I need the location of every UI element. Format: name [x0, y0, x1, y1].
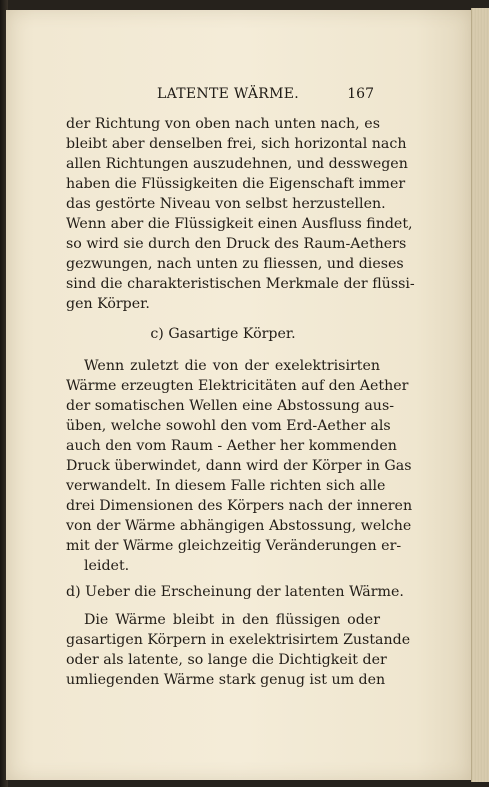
page-header: [62, 86, 382, 108]
text-line: sind die charakteristischen Merkmale der flüssi-: [66, 276, 415, 292]
section-heading-gaseous: c) Gasartige Körper.: [150, 326, 296, 342]
paragraph-gaseous: [66, 356, 413, 576]
text-line: allen Richtungen auszudehnen, und desswegen: [66, 156, 408, 172]
text-line: gezwungen, nach unten zu fliessen, und dieses: [66, 256, 404, 272]
text-line: so wird sie durch den Druck des Raum-Aethers: [66, 236, 407, 252]
text-line: haben die Flüssigkeiten die Eigenschaft immer: [66, 176, 406, 192]
section-heading-latent-heat: d) Ueber die Erscheinung der latenten Wärme.: [66, 584, 404, 600]
body-text: [66, 114, 415, 690]
text-line: Wärme erzeugten Elektricitäten auf den Aether: [66, 378, 409, 394]
page-number: 167: [347, 86, 374, 102]
text-line: Wenn aber die Flüssigkeit einen Ausfluss findet,: [66, 216, 413, 232]
text-line: mit der Wärme gleichzeitig Veränderungen er-: [66, 538, 402, 554]
text-line: Wenn zuletzt die von der exelektrisirten: [84, 358, 380, 374]
text-line: gen Körper.: [66, 296, 150, 312]
text-line: Druck überwindet, dann wird der Körper in Gas: [66, 458, 412, 474]
text-line: verwandelt. In diesem Falle richten sich alle: [66, 478, 386, 494]
text-line: der somatischen Wellen eine Abstossung aus-: [66, 398, 395, 414]
text-line: das gestörte Niveau von selbst herzustellen.: [66, 196, 386, 212]
text-line: oder als latente, so lange die Dichtigkeit der: [66, 652, 387, 668]
paragraph-latent-heat: [66, 610, 411, 690]
text-line: drei Dimensionen des Körpers nach der inneren: [66, 498, 413, 514]
text-line: leidet.: [84, 558, 130, 574]
text-line: der Richtung von oben nach unten nach, es: [66, 116, 380, 132]
text-line: Die Wärme bleibt in den flüssigen oder: [84, 612, 380, 628]
paragraph-liquid-continued: [66, 114, 415, 314]
text-line: bleibt aber denselben frei, sich horizontal nach: [66, 136, 407, 152]
text-line: umliegenden Wärme stark genug ist um den: [66, 672, 386, 688]
page-edges: [471, 8, 489, 782]
running-head: LATENTE WÄRME.: [157, 86, 300, 102]
text-line: auch den vom Raum - Aether her kommenden: [66, 438, 397, 454]
text-line: von der Wärme abhängigen Abstossung, welche: [66, 518, 412, 534]
text-line: gasartigen Körpern in exelektrisirtem Zustande: [66, 632, 411, 648]
text-line: üben, welche sowohl den vom Erd-Aether als: [66, 418, 391, 434]
